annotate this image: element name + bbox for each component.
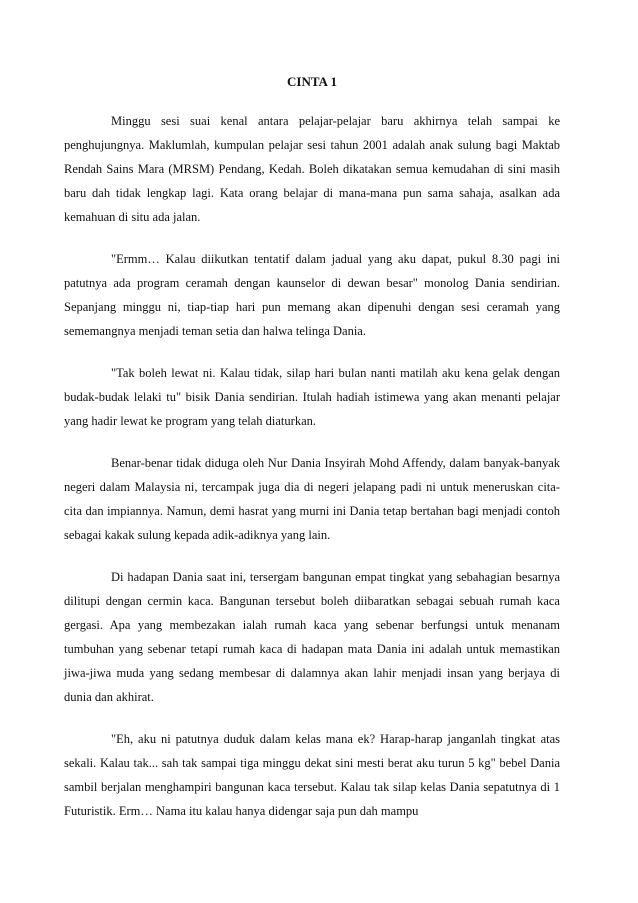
paragraph-2: "Ermm… Kalau diikutkan tentatif dalam jadual yang aku dapat, pukul 8.30 pagi ini patutnya ada program ceramah dengan kaunselor di dewan besar" monolog Dania sendirian. Sepanjang minggu ni, tiap-tiap hari pun memang akan dipenuhi dengan sesi ceramah yang sememangnya menjadi teman setia dan halwa telinga Dania. — [64, 252, 560, 338]
paragraph-5: Di hadapan Dania saat ini, tersergam bangunan empat tingkat yang sebahagian besarnya dilitupi dengan cermin kaca. Bangunan tersebut boleh diibaratkan sebagai sebuah rumah kaca gergasi. Apa yang membezakan ialah rumah kaca yang sebenar berfungsi untuk menanam tumbuhan yang sebenar tetapi rumah kaca di hadapan mata Dania ini adalah untuk memastikan jiwa-jiwa muda yang sedang membesar di dalamnya akan lahir menjadi insan yang berjaya di dunia dan akhirat. — [64, 570, 560, 704]
document-page — [64, 70, 560, 823]
paragraph-4: Benar-benar tidak diduga oleh Nur Dania Insyirah Mohd Affendy, dalam banyak-banyak negeri dalam Malaysia ni, tercampak juga dia di negeri jelapang padi ni untuk meneruskan cita-cita dan impiannya. Namun, demi hasrat yang murni ini Dania tetap bertahan bagi menjadi contoh sebagai kakak sulung kepada adik-adiknya yang lain. — [64, 456, 560, 542]
paragraph-6: "Eh, aku ni patutnya duduk dalam kelas mana ek? Harap-harap janganlah tingkat atas sekali. Kalau tak... sah tak sampai tiga minggu dekat sini mesti berat aku turun 5 kg" bebel Dania sambil berjalan menghampiri bangunan kaca tersebut. Kalau tak silap kelas Dania sepatutnya di 1 Futuristik. Erm… Nama itu kalau hanya didengar saja pun dah mampu — [64, 732, 560, 818]
paragraph-1: Minggu sesi suai kenal antara pelajar-pelajar baru akhirnya telah sampai ke penghujungnya. Maklumlah, kumpulan pelajar sesi tahun 2001 adalah anak sulung bagi Maktab Rendah Sains Mara (MRSM) Pendang, Kedah. Boleh dikatakan semua kemudahan di sini masih baru dah tidak lengkap lagi. Kata orang belajar di mana-mana pun sama sahaja, asalkan ada kemahuan di situ ada jalan. — [64, 114, 560, 224]
paragraph-3: "Tak boleh lewat ni. Kalau tidak, silap hari bulan nanti matilah aku kena gelak dengan budak-budak lelaki tu" bisik Dania sendirian. Itulah hadiah istimewa yang akan menanti pelajar yang hadir lewat ke program yang telah diaturkan. — [64, 366, 560, 428]
chapter-title: CINTA 1 — [287, 74, 337, 89]
